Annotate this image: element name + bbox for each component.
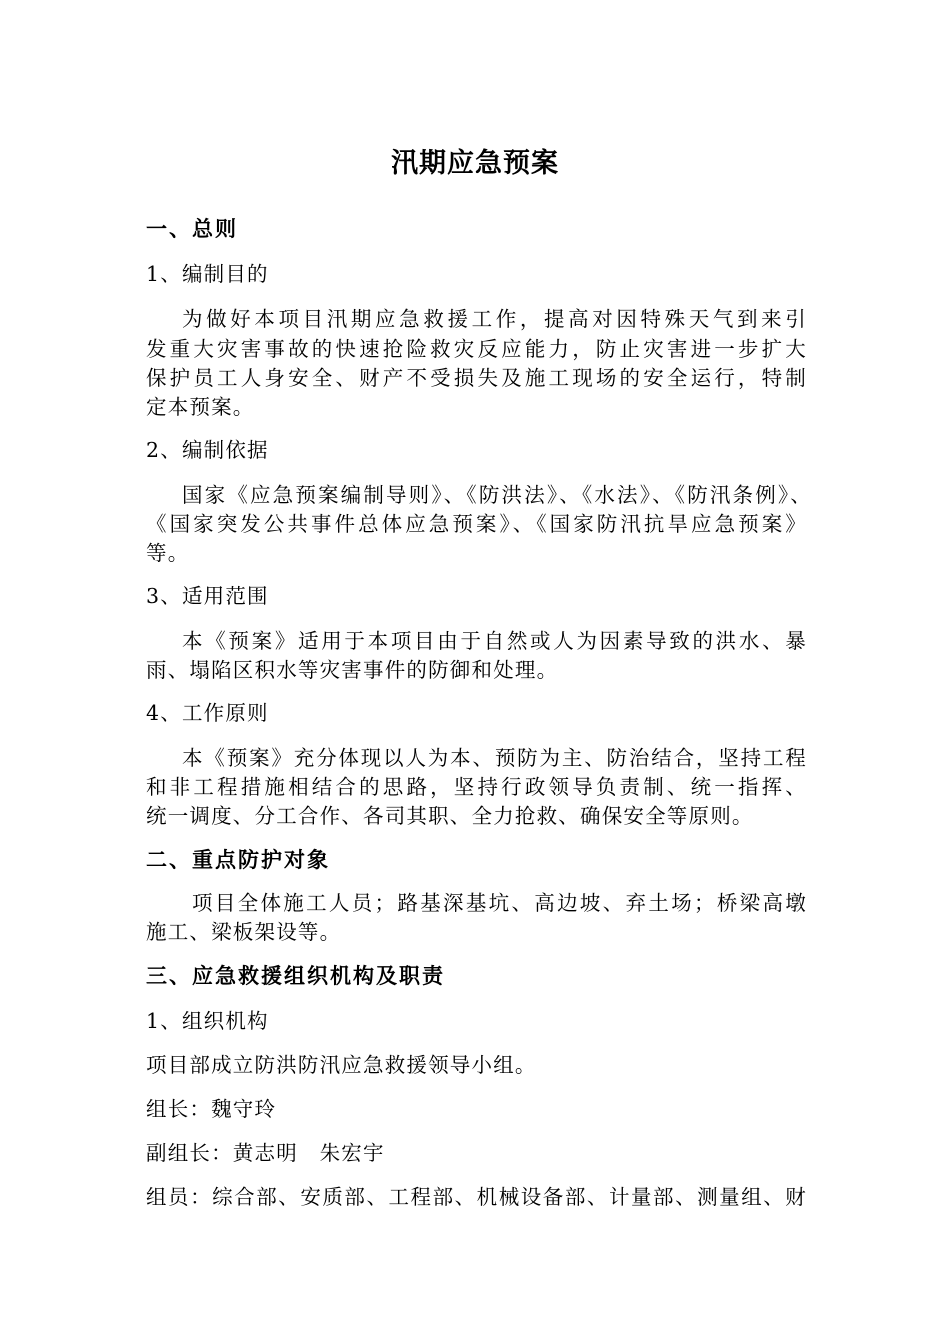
paragraph-line: 保护员工人身安全、财产不受损失及施工现场的安全运行，特制	[146, 366, 807, 390]
org-leader: 组长：魏守玲	[146, 1097, 277, 1121]
paragraph-line: 等。	[146, 541, 190, 565]
org-deputy-leaders: 副组长：黄志明 朱宏宇	[146, 1141, 385, 1165]
subheading-basis: 2、编制依据	[146, 438, 269, 462]
paragraph-line: 和非工程措施相结合的思路，坚持行政领导负责制、统一指挥、	[146, 775, 807, 799]
paragraph-line: 雨、塌陷区积水等灾害事件的防御和处理。	[146, 658, 559, 682]
paragraph-line: 国家《应急预案编制导则》、《防洪法》、《水法》、《防汛条例》、	[182, 483, 812, 507]
paragraph-line: 发重大灾害事故的快速抢险救灾反应能力，防止灾害进一步扩大	[146, 337, 807, 361]
document-title: 汛期应急预案	[391, 148, 559, 179]
paragraph-line: 为做好本项目汛期应急救援工作，提高对因特殊天气到来引	[182, 307, 807, 331]
paragraph-line: 《国家突发公共事件总体应急预案》、《国家防汛抗旱应急预案》	[146, 512, 807, 536]
paragraph-line: 本《预案》充分体现以人为本、预防为主、防治结合，坚持工程	[182, 746, 807, 770]
section-heading-general: 一、总则	[146, 217, 238, 241]
paragraph-line: 定本预案。	[146, 395, 255, 419]
paragraph-line: 施工、梁板架设等。	[146, 920, 342, 944]
section-heading-organization: 三、应急救援组织机构及职责	[146, 964, 445, 988]
subheading-purpose: 1、编制目的	[146, 262, 269, 286]
org-statement: 项目部成立防洪防汛应急救援领导小组。	[146, 1053, 537, 1077]
paragraph-line: 统一调度、分工合作、各司其职、全力抢救、确保安全等原则。	[146, 804, 754, 828]
section-heading-protection: 二、重点防护对象	[146, 848, 330, 872]
paragraph-line: 本《预案》适用于本项目由于自然或人为因素导致的洪水、暴	[182, 629, 807, 653]
subheading-principles: 4、工作原则	[146, 701, 269, 725]
subheading-scope: 3、适用范围	[146, 584, 269, 608]
paragraph-line: 项目全体施工人员；路基深基坑、高边坡、弃土场；桥梁高墩	[192, 891, 807, 915]
subheading-structure: 1、组织机构	[146, 1009, 269, 1033]
org-members: 组员：综合部、安质部、工程部、机械设备部、计量部、测量组、财	[146, 1185, 807, 1209]
